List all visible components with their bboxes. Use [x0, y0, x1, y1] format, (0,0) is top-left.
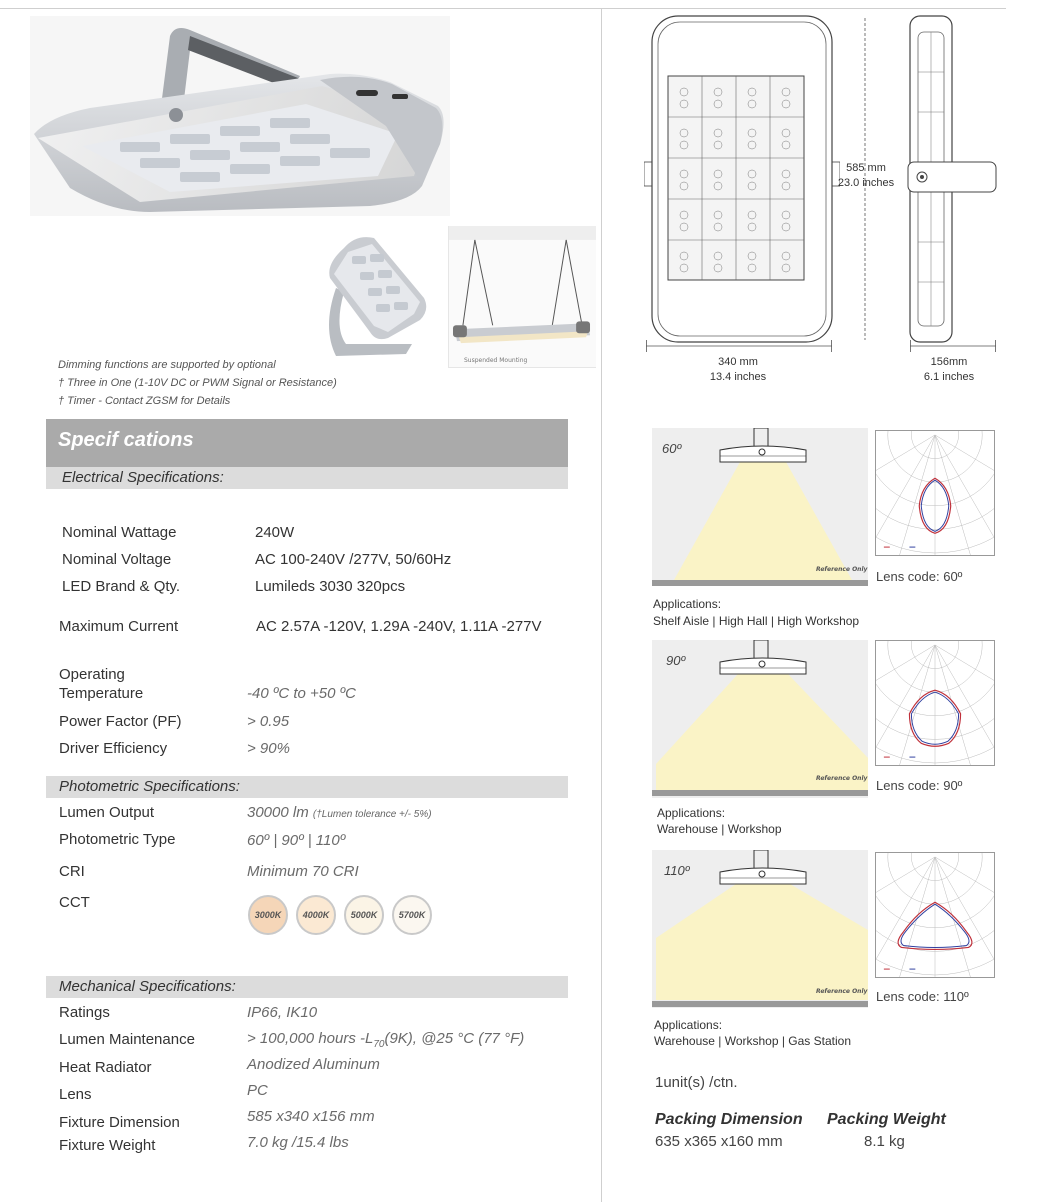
packing-dimension-value: 635 x365 x160 mm [655, 1133, 783, 1150]
spec-label-ratings: Ratings [59, 1004, 110, 1021]
spec-label-cri: CRI [59, 863, 85, 880]
beam-base-110 [652, 1001, 868, 1007]
product-hero-image [30, 16, 450, 216]
spec-label-fixture-dimension: Fixture Dimension [59, 1114, 180, 1131]
applications-list-90: Warehouse | Workshop [657, 822, 782, 836]
cct-option-5700k [392, 895, 432, 935]
spec-label-cct: CCT [59, 894, 90, 911]
spec-label-photometric-type: Photometric Type [59, 831, 176, 848]
lumen-maintenance-post: (9K), @25 °C (77 °F) [384, 1030, 525, 1047]
spec-label-lens: Lens [59, 1086, 92, 1103]
spec-label-lumen-maintenance: Lumen Maintenance [59, 1031, 195, 1048]
width-inches: 13.4 inches [709, 371, 767, 383]
cct-option-3000k [248, 895, 288, 935]
spec-value-operating-temperature: -40 ºC to +50 ºC [247, 685, 356, 702]
top-rule [0, 8, 1006, 9]
spec-label-operating-temperature-line2: Temperature [59, 685, 144, 702]
spec-value-driver-efficiency: > 90% [247, 740, 290, 757]
width-mm: 340 mm [718, 356, 758, 368]
beam-base-90 [652, 790, 868, 796]
cct-option-label: 5000K [350, 910, 378, 920]
spec-label-driver-efficiency: Driver Efficiency [59, 740, 168, 757]
spec-value-fixture-weight: 7.0 kg /15.4 lbs [247, 1134, 349, 1151]
spec-value-fixture-dimension: 585 x340 x156 mm [247, 1108, 375, 1125]
column-divider [601, 8, 602, 1202]
lumen-output-value: 30000 lm [247, 804, 309, 821]
lens-code-90: Lens code: 90º [876, 778, 963, 793]
cct-option-5000k [344, 895, 384, 935]
dimming-note-line-1: Dimming functions are supported by optional [58, 359, 276, 371]
spec-value-photometric-type: 60º | 90º | 110º [247, 832, 346, 849]
applications-list-60: Shelf Aisle | High Hall | High Workshop [653, 614, 860, 628]
packing-dimension-label: Packing Dimension [655, 1111, 803, 1128]
suspended-mount-caption: Suspended Mounting [464, 357, 528, 364]
beam-angle-110: 110º [664, 863, 690, 878]
polar-diagram-90 [875, 640, 995, 766]
spec-value-led-brand: Lumileds 3030 320pcs [255, 578, 406, 595]
lumen-maintenance-pre: > 100,000 hours -L [247, 1030, 374, 1047]
packing-weight-value: 8.1 kg [864, 1133, 905, 1150]
specifications-title: Specif cations [58, 429, 194, 451]
polar-diagram-110 [875, 852, 995, 978]
spec-value-power-factor: > 0.95 [247, 713, 290, 730]
depth-inches: 6.1 inches [923, 371, 975, 383]
depth-dimension-line [900, 340, 1000, 352]
dimming-note-line-2: † Three in One (1-10V DC or PWM Signal or Resistance) [58, 377, 337, 389]
height-mm: 585 mm [846, 162, 886, 174]
packing-units: 1unit(s) /ctn. [655, 1074, 738, 1091]
spec-label-operating-temperature-line1: Operating [59, 666, 125, 683]
spec-label-fixture-weight: Fixture Weight [59, 1137, 156, 1154]
applications-list-110: Warehouse | Workshop | Gas Station [654, 1034, 851, 1048]
height-inches: 23.0 inches [837, 177, 895, 189]
spec-value-nominal-wattage: 240W [255, 524, 295, 541]
mechanical-section-title: Mechanical Specifications: [59, 978, 236, 995]
spec-value-heat-radiator: Anodized Aluminum [247, 1056, 380, 1073]
spec-value-lens: PC [247, 1082, 268, 1099]
beam-cone-60 [652, 428, 868, 586]
beam-angle-60: 60º [662, 441, 682, 456]
side-view-drawing [900, 12, 1000, 348]
lens-code-110: Lens code: 110º [876, 989, 969, 1004]
spec-value-nominal-voltage: AC 100-240V /277V, 50/60Hz [255, 551, 452, 568]
spec-value-maximum-current: AC 2.57A -120V, 1.29A -240V, 1.11A -277V [256, 618, 542, 635]
beam-ref-110: Reference Only [816, 988, 868, 995]
lens-code-60: Lens code: 60º [876, 569, 963, 584]
lumen-maintenance-sub: 70 [373, 1039, 385, 1050]
spec-label-power-factor: Power Factor (PF) [59, 713, 182, 730]
spec-value-cri: Minimum 70 CRI [247, 863, 359, 880]
cct-option-label: 5700K [398, 910, 426, 920]
spec-value-lumen-maintenance [247, 1030, 524, 1050]
applications-label-110: Applications: [654, 1018, 723, 1032]
depth-mm: 156mm [930, 356, 968, 368]
cct-option-label: 3000K [254, 910, 282, 920]
front-view-drawing [644, 12, 840, 348]
beam-base-60 [652, 580, 868, 586]
spec-label-nominal-voltage: Nominal Voltage [62, 551, 172, 568]
product-bracket-mount-image [316, 228, 434, 364]
spec-label-lumen-output: Lumen Output [59, 804, 155, 821]
lumen-tolerance-note: (†Lumen tolerance +/- 5%) [312, 809, 432, 820]
spec-value-ratings: IP66, IK10 [247, 1004, 318, 1021]
cct-option-label: 4000K [302, 910, 330, 920]
spec-value-lumen-output [247, 804, 432, 821]
product-suspended-mount-image [448, 226, 596, 368]
beam-angle-90: 90º [666, 653, 686, 668]
photometric-section-title: Photometric Specifications: [59, 778, 240, 795]
spec-label-heat-radiator: Heat Radiator [59, 1059, 152, 1076]
width-dimension-line [646, 340, 832, 352]
applications-label-90: Applications: [657, 806, 726, 820]
applications-label-60: Applications: [653, 597, 722, 611]
cct-option-4000k [296, 895, 336, 935]
electrical-section-title: Electrical Specifications: [62, 469, 224, 486]
spec-label-maximum-current: Maximum Current [59, 618, 179, 635]
dimming-note-line-3: † Timer - Contact ZGSM for Details [58, 395, 231, 407]
packing-weight-label: Packing Weight [827, 1111, 946, 1128]
polar-diagram-60 [875, 430, 995, 556]
beam-ref-90: Reference Only [816, 775, 868, 782]
spec-label-nominal-wattage: Nominal Wattage [62, 524, 177, 541]
spec-label-led-brand: LED Brand & Qty. [62, 578, 181, 595]
beam-ref-60: Reference Only [816, 566, 868, 573]
